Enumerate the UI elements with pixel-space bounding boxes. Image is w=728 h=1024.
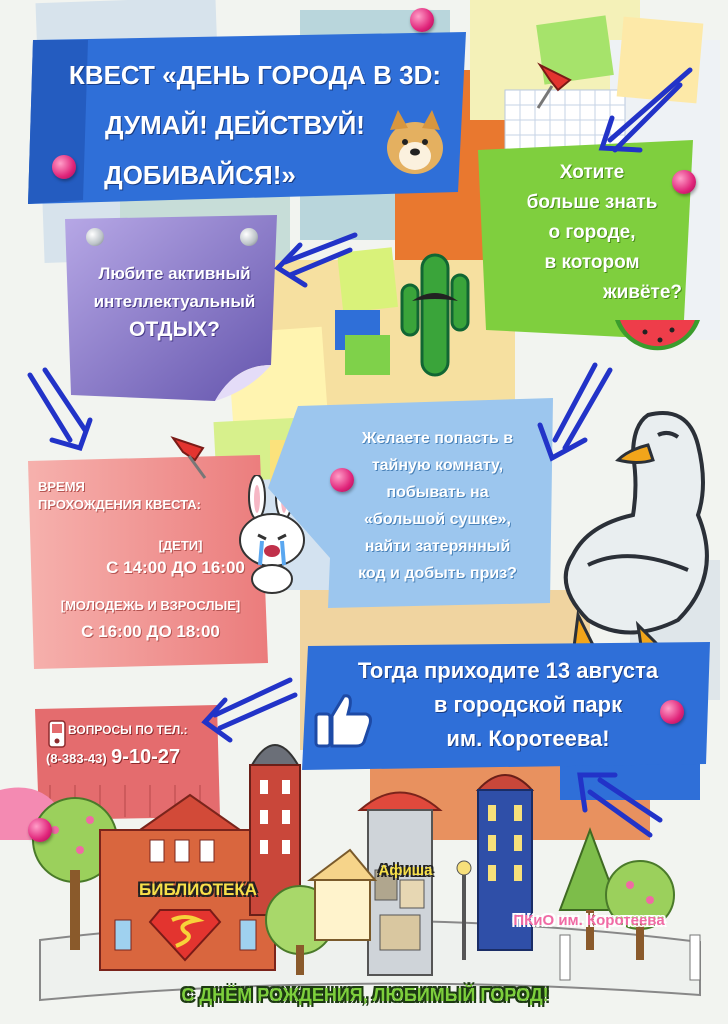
green-note-line-1: Хотите xyxy=(559,162,625,183)
dog-sticker-icon xyxy=(380,108,450,178)
schedule-note xyxy=(38,478,263,644)
blue-note-line-4: «большой сушке», xyxy=(364,511,511,528)
schedule-kids-label: [ДЕТИ] xyxy=(158,538,203,553)
pushpin-invite xyxy=(660,700,684,724)
pushpin-title xyxy=(52,155,76,179)
pushpin-blue-note xyxy=(330,468,354,492)
purple-note-line-2: интеллектуальный xyxy=(93,292,256,311)
pushpin-green xyxy=(672,170,696,194)
red-pushpin-icon-2 xyxy=(165,430,215,485)
red-pushpin-icon xyxy=(530,60,580,115)
schedule-heading-2: ПРОХОЖДЕНИЯ КВЕСТА: xyxy=(38,497,202,512)
phone-number: 9-10-27 xyxy=(111,746,181,768)
title-line-2: ДУМАЙ! ДЕЙСТВУЙ! xyxy=(105,110,365,140)
town-illustration xyxy=(0,720,728,1024)
purple-note xyxy=(72,260,277,344)
invite-line-2: в городской парк xyxy=(433,692,623,717)
invite-line-3: им. Коротеева! xyxy=(446,726,610,751)
goose-icon xyxy=(548,405,723,665)
park-sign: ПКиО им. Коротеева xyxy=(513,912,665,929)
pushpin-top xyxy=(410,8,434,32)
schedule-adults-label: [МОЛОДЕЖЬ И ВЗРОСЛЫЕ] xyxy=(60,598,241,613)
pushpin-bottom-left xyxy=(28,818,52,842)
title-line-1: КВЕСТ «ДЕНЬ ГОРОДА В 3D: xyxy=(68,60,442,90)
birthday-greeting: С ДНЁМ РОЖДЕНИЯ, ЛЮБИМЫЙ ГОРОД! xyxy=(181,985,549,1005)
blue-note-line-5: найти затерянный xyxy=(364,538,511,555)
cactus-icon xyxy=(400,245,470,385)
title-line-3: ДОБИВАЙСЯ!» xyxy=(104,160,296,190)
phone-area-code: (8-383-43) xyxy=(46,751,107,766)
invite-line-1: Тогда приходите 13 августа xyxy=(357,658,659,683)
schedule-kids-time: С 14:00 ДО 16:00 xyxy=(106,558,245,577)
blue-note-line-2: тайную комнату, xyxy=(371,457,504,474)
schedule-heading-1: ВРЕМЯ xyxy=(38,479,85,494)
thumbtack-left xyxy=(86,228,104,246)
schedule-adults-time: С 16:00 ДО 18:00 xyxy=(81,622,220,641)
phone-label: ВОПРОСЫ ПО ТЕЛ.: xyxy=(68,723,188,737)
green-note-line-4: в котором xyxy=(544,252,640,273)
purple-note-line-1: Любите активный xyxy=(98,264,251,283)
library-sign: БИБЛИОТЕКА xyxy=(139,880,257,899)
poster-sign: Афиша xyxy=(378,862,433,879)
watermelon-icon xyxy=(610,310,705,385)
blue-note-line-1: Желаете попасть в xyxy=(361,430,514,447)
green-note-line-2: больше знать xyxy=(526,192,658,213)
green-note-line-3: о городе, xyxy=(548,222,636,243)
green-note-line-5: живёте? xyxy=(603,282,682,303)
green-note xyxy=(492,158,692,308)
blue-note-line-3: побывать на xyxy=(386,484,489,501)
blue-note-line-6: код и добыть приз? xyxy=(358,565,517,582)
blue-note xyxy=(325,425,550,587)
thumbtack-right xyxy=(240,228,258,246)
purple-note-line-3: ОТДЫХ? xyxy=(129,318,220,341)
